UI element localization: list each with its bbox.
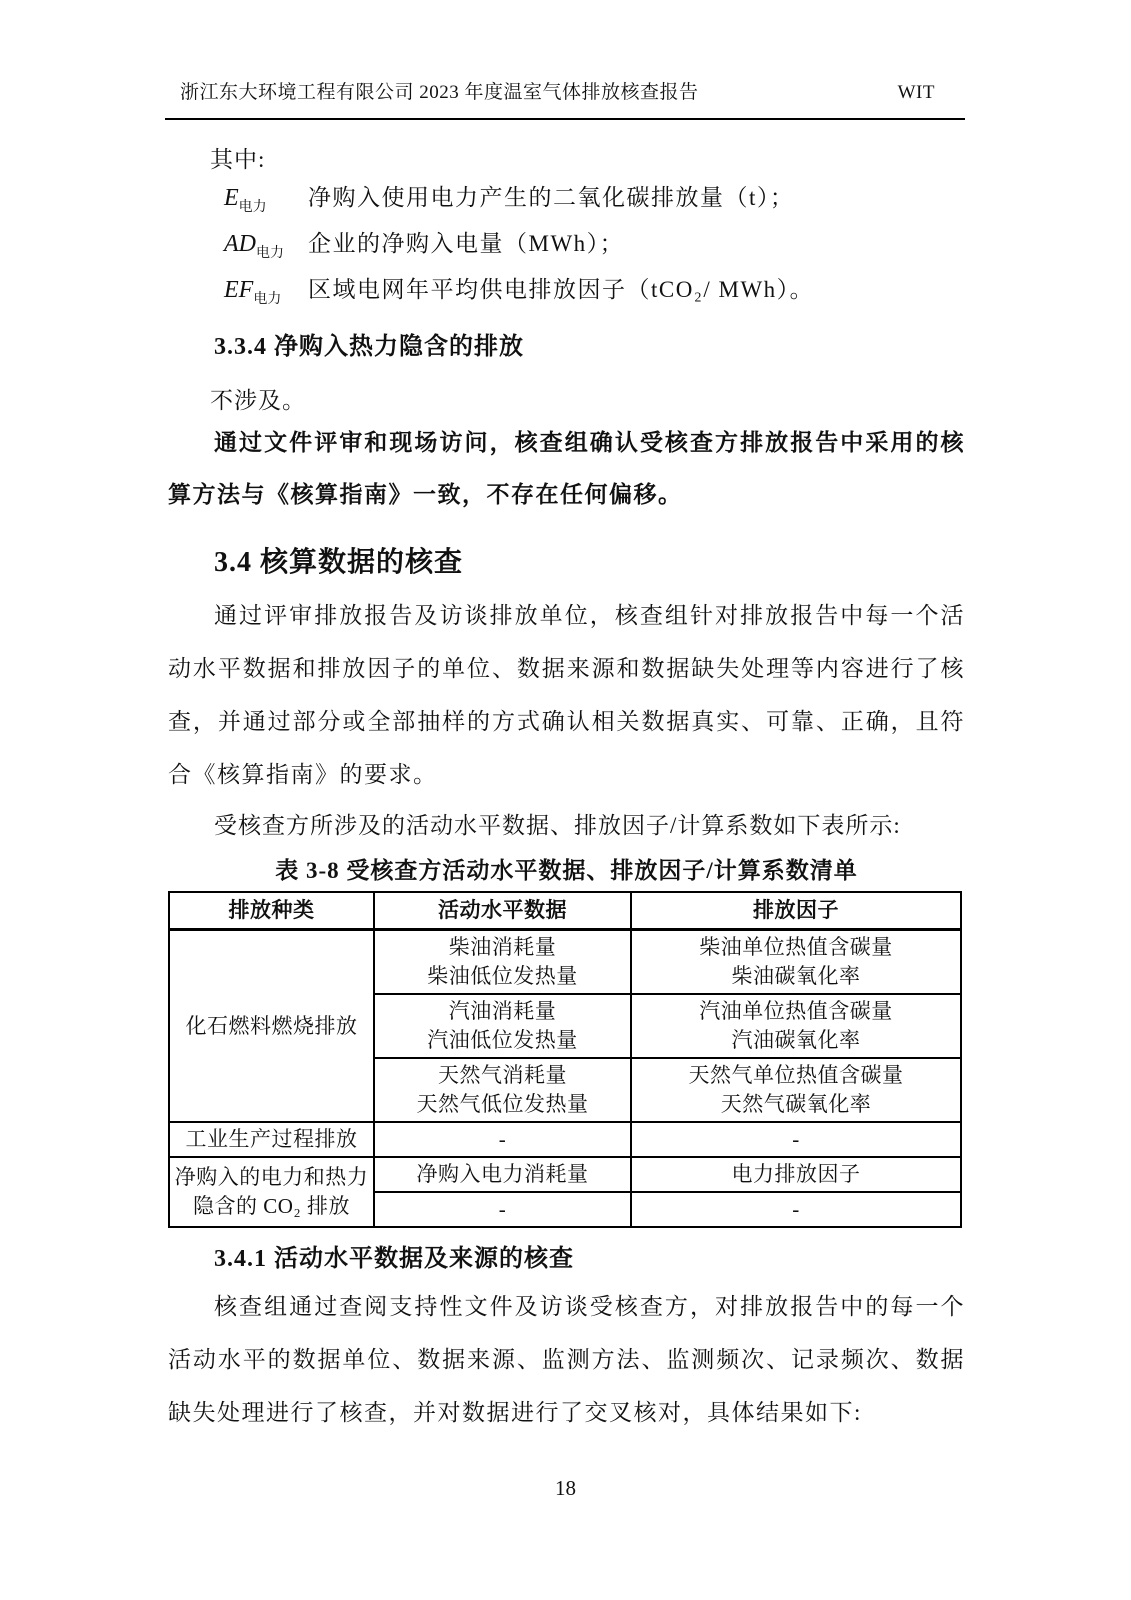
table-caption: 表 3-8 受核查方活动水平数据、排放因子/计算系数清单 bbox=[275, 858, 858, 883]
cell-industrial-category: 工业生产过程排放 bbox=[169, 1122, 374, 1157]
cell-line: 汽油碳氧化率 bbox=[731, 1028, 861, 1052]
cell-industrial-activity: - bbox=[374, 1122, 631, 1157]
cell-electricity-factor: 电力排放因子 bbox=[631, 1157, 961, 1192]
cell-line: 天然气低位发热量 bbox=[416, 1092, 589, 1116]
table-row-diesel bbox=[169, 930, 961, 995]
table-intro-text: 受核查方所涉及的活动水平数据、排放因子/计算系数如下表所示: bbox=[214, 813, 901, 838]
cell-fossil-category: 化石燃料燃烧排放 bbox=[169, 930, 374, 1123]
header-logo: WIT bbox=[897, 82, 935, 103]
cell-line: 天然气碳氧化率 bbox=[720, 1092, 872, 1116]
symbol-italic: EF bbox=[224, 277, 254, 303]
section-3-4-heading: 3.4 核算数据的核查 bbox=[214, 547, 464, 578]
col-header-emission-factor: 排放因子 bbox=[631, 892, 961, 930]
symbol-subscript: 电力 bbox=[253, 291, 282, 307]
section-3-4-paragraph: 通过评审排放报告及访谈排放单位，核查组针对排放报告中每一个活动水平数据和排放因子的单位、数据来源和数据缺失处理等内容进行了核查，并通过部分或全部抽样的方式确认相关数据真实、可靠、正确，且符合《核算指南》的要求。 bbox=[168, 603, 965, 787]
cell-line: 汽油低位发热量 bbox=[427, 1028, 578, 1052]
formula-term-row bbox=[168, 179, 965, 225]
cell-line: 柴油消耗量 bbox=[448, 935, 557, 959]
formula-term-row bbox=[168, 271, 965, 317]
formula-intro: 其中: bbox=[210, 147, 266, 172]
symbol-subscript: 电力 bbox=[238, 199, 267, 215]
formula-symbol bbox=[224, 277, 308, 308]
formula-term-row bbox=[168, 225, 965, 271]
cell-diesel-factor bbox=[631, 930, 961, 995]
col-header-activity-data: 活动水平数据 bbox=[374, 892, 631, 930]
col-header-emission-type: 排放种类 bbox=[169, 892, 374, 930]
cell-gas-factor bbox=[631, 1058, 961, 1122]
cell-line: 柴油低位发热量 bbox=[427, 964, 578, 988]
cell-line: 柴油单位热值含碳量 bbox=[699, 935, 893, 959]
table-row-industrial bbox=[169, 1122, 961, 1157]
running-header bbox=[180, 0, 935, 104]
header-rule bbox=[165, 118, 965, 120]
formula-description: 净购入使用电力产生的二氧化碳排放量（t）； bbox=[308, 185, 795, 210]
cell-line: 汽油单位热值含碳量 bbox=[699, 999, 893, 1023]
formula-definitions bbox=[168, 179, 965, 317]
cell-line: 天然气消耗量 bbox=[438, 1063, 567, 1087]
cell-gas-activity bbox=[374, 1058, 631, 1122]
table-row-electricity bbox=[169, 1157, 961, 1192]
symbol-italic: E bbox=[224, 185, 239, 211]
activity-data-table bbox=[168, 891, 962, 1228]
cell-diesel-activity bbox=[374, 930, 631, 995]
cell-electricity-category: 净购入的电力和热力隐含的 CO₂ 排放 bbox=[169, 1157, 374, 1227]
section-3-4-1-paragraph: 核查组通过查阅支持性文件及访谈受核查方，对排放报告中的每一个活动水平的数据单位、数据来源、监测方法、监测频次、记录频次、数据缺失处理进行了核查，并对数据进行了交叉核对，具体结果如下: bbox=[168, 1294, 965, 1425]
table-header-row bbox=[169, 892, 961, 930]
formula-symbol bbox=[224, 231, 308, 262]
page-content bbox=[168, 145, 965, 1439]
cell-electricity-factor-blank: - bbox=[631, 1192, 961, 1227]
cell-line: 柴油碳氧化率 bbox=[731, 964, 861, 988]
cell-gasoline-factor bbox=[631, 994, 961, 1058]
cell-electricity-activity-blank: - bbox=[374, 1192, 631, 1227]
section-3-4-1-heading: 3.4.1 活动水平数据及来源的核查 bbox=[214, 1246, 574, 1272]
section-3-3-4-heading: 3.3.4 净购入热力隐含的排放 bbox=[214, 334, 524, 360]
cell-line: 汽油消耗量 bbox=[448, 999, 557, 1023]
verification-conclusion-paragraph: 通过文件评审和现场访问，核查组确认受核查方排放报告中采用的核算方法与《核算指南》一致，不存在任何偏移。 bbox=[168, 430, 965, 507]
cell-gasoline-activity bbox=[374, 994, 631, 1058]
section-3-3-4-body: 不涉及。 bbox=[210, 388, 306, 413]
formula-symbol bbox=[224, 185, 308, 216]
formula-description: 区域电网年平均供电排放因子（tCO₂/ MWh）。 bbox=[308, 277, 815, 302]
cell-electricity-activity: 净购入电力消耗量 bbox=[374, 1157, 631, 1192]
page-number: 18 bbox=[555, 1476, 576, 1500]
header-title: 浙江东大环境工程有限公司 2023 年度温室气体排放核查报告 bbox=[180, 82, 699, 103]
cell-industrial-factor: - bbox=[631, 1122, 961, 1157]
symbol-subscript: 电力 bbox=[256, 245, 284, 261]
symbol-italic: AD bbox=[224, 231, 256, 257]
formula-description: 企业的净购入电量（MWh）； bbox=[308, 231, 625, 256]
cell-line: 天然气单位热值含碳量 bbox=[688, 1063, 904, 1087]
